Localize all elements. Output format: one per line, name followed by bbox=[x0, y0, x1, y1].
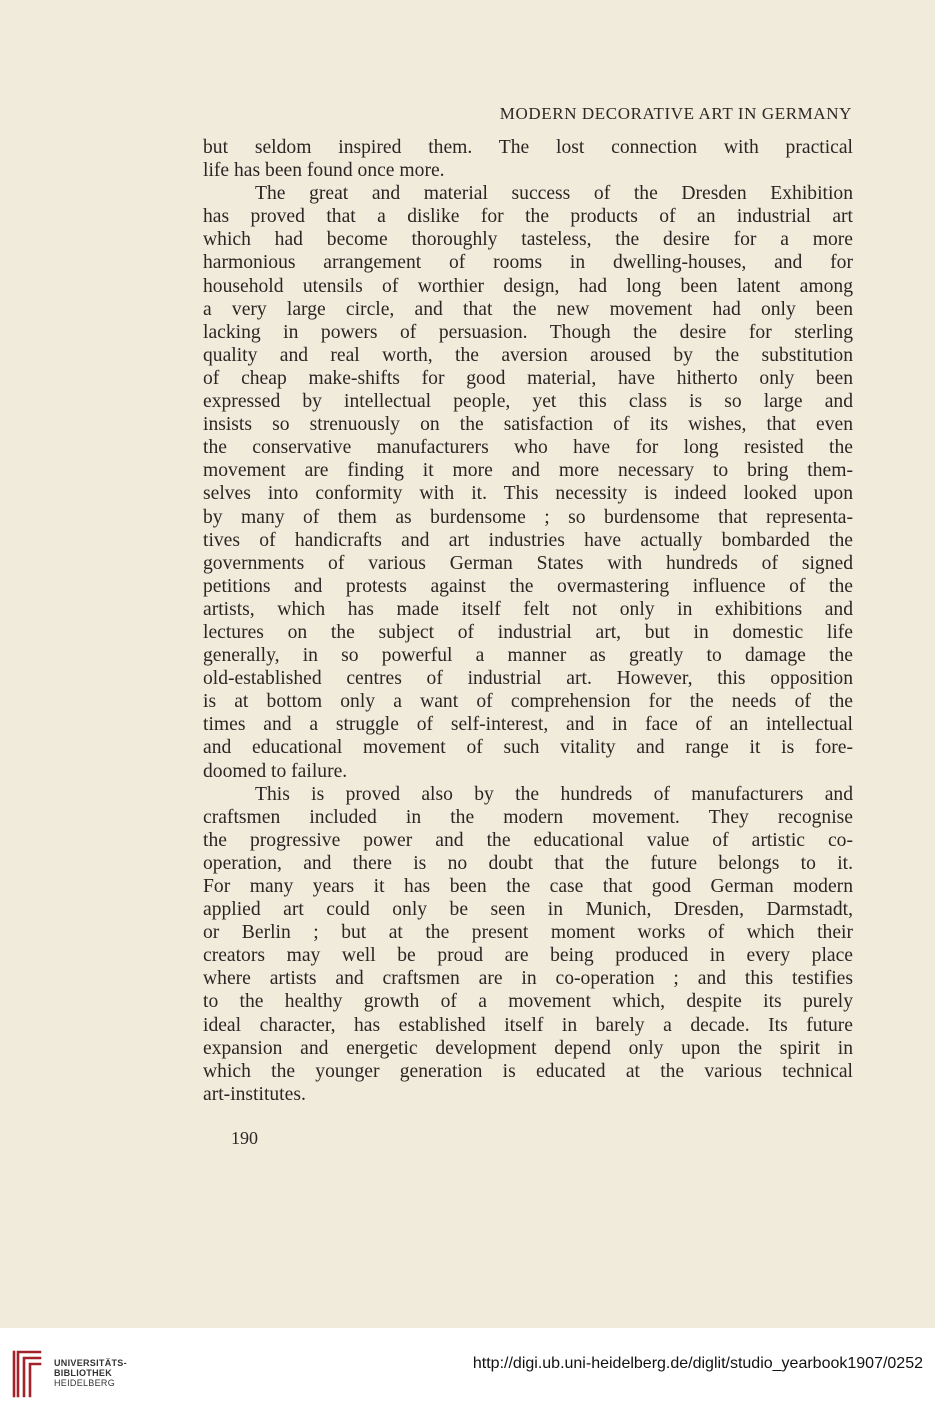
text-line: where artists and craftsmen are in co-operation ; and this testifies bbox=[203, 968, 853, 990]
text-line: which the younger generation is educated at the various technical bbox=[203, 1060, 853, 1082]
text-line: the conservative manufacturers who have for long resisted the bbox=[203, 437, 853, 459]
text-line: selves into conformity with it. This necessity is indeed looked upon bbox=[203, 483, 853, 505]
source-url-link[interactable]: http://digi.ub.uni-heidelberg.de/diglit/studio_yearbook1907/0252 bbox=[472, 1355, 923, 1372]
library-name-line1: UNIVERSITÄTS- bbox=[54, 1358, 127, 1368]
library-logo-icon bbox=[10, 1348, 46, 1400]
text-line: movement are finding it more and more necessary to bring them- bbox=[203, 460, 853, 482]
running-header: MODERN DECORATIVE ART IN GERMANY bbox=[499, 104, 852, 123]
text-line: For many years it has been the case that good German modern bbox=[203, 876, 853, 897]
text-line: tives of handicrafts and art industries have actually bombarded the bbox=[203, 529, 853, 551]
text-line: artists, which has made itself felt not only in exhibitions and bbox=[203, 598, 853, 620]
text-line: by many of them as burdensome ; so burdensome that representa- bbox=[203, 506, 853, 528]
text-line: a very large circle, and that the new movement had only been bbox=[203, 298, 853, 320]
text-line: generally, in so powerful a manner as greatly to damage the bbox=[203, 645, 853, 667]
text-line: expansion and energetic development depend only upon the spirit in bbox=[203, 1037, 853, 1059]
text-line: petitions and protests against the overmastering influence of the bbox=[203, 575, 853, 597]
text-line: or Berlin ; but at the present moment works of which their bbox=[203, 922, 853, 944]
library-name bbox=[54, 1358, 127, 1388]
text-line: lectures on the subject of industrial art, but in domestic life bbox=[203, 621, 853, 643]
text-line: doomed to failure. bbox=[203, 760, 348, 782]
text-line: of cheap make-shifts for good material, have hitherto only been bbox=[203, 367, 853, 389]
text-line: creators may well be proud are being produced in every place bbox=[203, 945, 853, 967]
text-line: to the healthy growth of a movement which, despite its purely bbox=[203, 991, 853, 1013]
text-line: quality and real worth, the aversion aroused by the substitution bbox=[203, 344, 853, 366]
library-name-line2: BIBLIOTHEK bbox=[54, 1368, 112, 1378]
text-line: art-institutes. bbox=[203, 1083, 306, 1105]
text-line: governments of various German States with hundreds of signed bbox=[203, 552, 853, 574]
text-line: craftsmen included in the modern movement. They recognise bbox=[203, 806, 853, 828]
text-line: household utensils of worthier design, had long been latent among bbox=[203, 275, 853, 297]
text-line: which had become thoroughly tasteless, the desire for a more bbox=[203, 229, 853, 251]
text-line: the progressive power and the educational value of artistic co- bbox=[203, 829, 853, 851]
text-line: lacking in powers of persuasion. Though the desire for sterling bbox=[203, 321, 853, 343]
text-line: times and a struggle of self-interest, and in face of an intellectual bbox=[203, 714, 853, 736]
text-line: and educational movement of such vitality and range it is fore- bbox=[203, 737, 853, 759]
body-text bbox=[203, 136, 853, 1106]
text-line: old-established centres of industrial art. However, this opposition bbox=[203, 668, 853, 690]
text-line: This is proved also by the hundreds of manufacturers and bbox=[255, 783, 853, 805]
text-line: operation, and there is no doubt that the future belongs to it. bbox=[203, 852, 853, 874]
text-line: has proved that a dislike for the products of an industrial art bbox=[203, 206, 853, 228]
text-line: life has been found once more. bbox=[203, 160, 445, 182]
text-line: is at bottom only a want of comprehension for the needs of the bbox=[203, 691, 853, 713]
library-name-line3: HEIDELBERG bbox=[54, 1378, 116, 1388]
text-line: expressed by intellectual people, yet this class is so large and bbox=[203, 391, 853, 413]
page-number: 190 bbox=[231, 1128, 258, 1148]
text-line: applied art could only be seen in Munich, Dresden, Darmstadt, bbox=[203, 899, 853, 921]
text-line: insists so strenuously on the satisfaction of its wishes, that even bbox=[203, 414, 853, 436]
text-line: The great and material success of the Dresden Exhibition bbox=[255, 183, 853, 205]
text-line: ideal character, has established itself in barely a decade. Its future bbox=[203, 1014, 853, 1036]
text-line: but seldom inspired them. The lost connection with practical bbox=[203, 137, 853, 158]
text-line: harmonious arrangement of rooms in dwelling-houses, and for bbox=[203, 252, 853, 274]
